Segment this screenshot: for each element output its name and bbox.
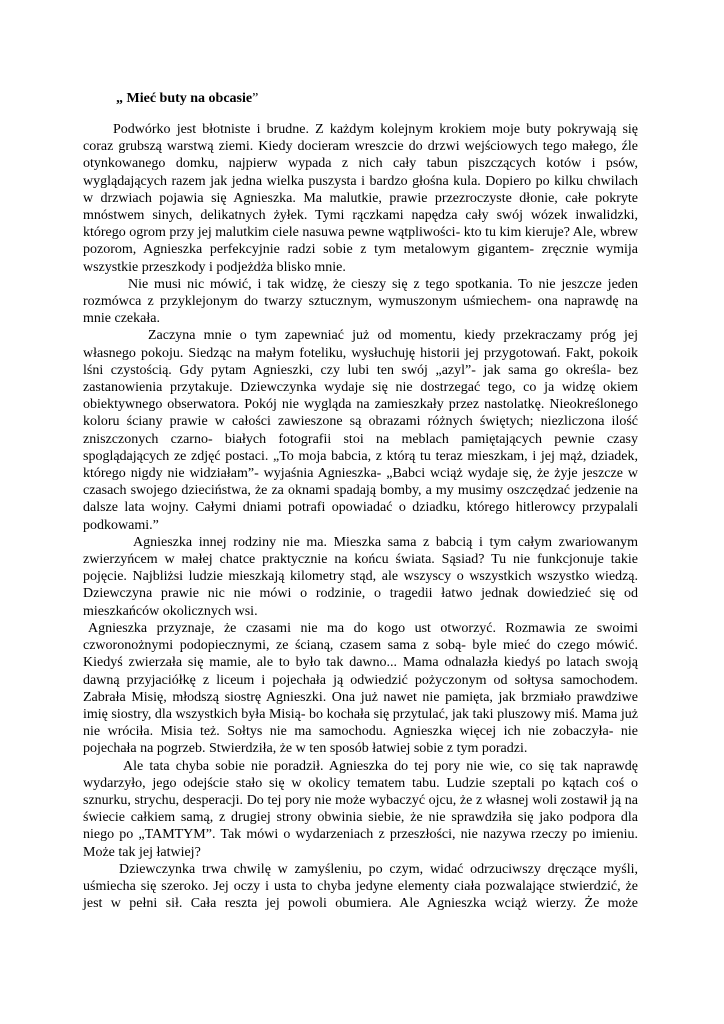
document-title-text: „ Mieć buty na obcasie (116, 91, 253, 106)
document-title (116, 90, 258, 107)
paragraph: Podwórko jest błotniste i brudne. Z każdym kolejnym krokiem moje buty pokrywają się coraz grubszą warstwą ziemi. Kiedy docieram wreszcie do drzwi wejściowych tego małego, źle otynkowanego domku, najpierw wypada z nich cały tabun piszczących kotów i psów, wyglądających razem jak jedna wielka puszysta i bardzo głośna kula. Dopiero po kilku chwilach w drzwiach pojawia się Agnieszka. Ma malutkie, prawie przezroczyste dłonie, całe pokryte mnóstwem sinych, delikatnych żyłek. Tymi rączkami napędza cały swój wózek inwalidzki, którego ogrom przy jej malutkim ciele nasuwa pewne wątpliwości- kto tu kim kieruje? Ale, wbrew pozorom, Agnieszka perfekcyjnie radzi sobie z tym metalowym gigantem- zręcznie wymija wszystkie przeszkody i podjeżdża blisko mnie. (83, 122, 638, 275)
document-body (83, 121, 638, 912)
paragraph: Agnieszka innej rodziny nie ma. Mieszka sama z babcią i tym całym zwariowanym zwierzyńcem w małej chatce praktycznie na końcu świata. Sąsiad? Tu nie funkcjonuje takie pojęcie. Najbliżsi ludzie mieszkają kilometry stąd, ale wszyscy o wszystkich wszystko wiedzą. Dziewczyna prawie nic nie mówi o rodzinie, o tragedii łatwo jednak dowiedzieć się od mieszkańców okolicznych wsi. (83, 534, 638, 619)
document-title-closing-quote: ” (252, 91, 259, 106)
paragraph: Ale tata chyba sobie nie poradził. Agnieszka do tej pory nie wie, co się tak naprawdę wydarzyło, jego odejście stało się w okolicy tematem tabu. Ludzie szeptali po kątach coś o sznurku, strychu, desperacji. Do tej pory nie może wybaczyć ojcu, że z własnej woli zostawił ją na świecie całkiem samą, z drugiej strony obwinia siebie, że nie sprawdziła się jako podpora dla niego po „TAMTYM”. Tak mówi o wydarzeniach z przeszłości, nie nazywa rzeczy po imieniu. Może tak jej łatwiej? (83, 758, 638, 860)
paragraph: Nie musi nic mówić, i tak widzę, że cieszy się z tego spotkania. To nie jeszcze jeden rozmówca z przyklejonym do twarzy sztucznym, wymuszonym uśmiechem- ona naprawdę na mnie czekała. (83, 276, 638, 327)
paragraph: Dziewczynka trwa chwilę w zamyśleniu, po czym, widać odrzuciwszy dręczące myśli, uśmiecha się szeroko. Jej oczy i usta to chyba jedyne elementy ciała pozwalające stwierdzić, że jest w pełni sił. Cała reszta jej powoli obumiera. Ale Agnieszka wciąż wierzy. Że może (83, 861, 638, 912)
paragraph: Zaczyna mnie o tym zapewniać już od momentu, kiedy przekraczamy próg jej własnego pokoju. Siedząc na małym foteliku, wysłuchuję historii jej przygotowań. Fakt, pokoik lśni czystością. Gdy pytam Agnieszki, czy lubi ten swój „azyl”- jak sama go określa- bez zastanowienia przytakuje. Dziewczynka wydaje się nie dostrzegać tego, co ja widzę okiem obiektywnego obserwatora. Pokój nie wygląda na zamieszkały przez nastolatkę. Nieokreślonego koloru ściany prawie w całości zawieszone są obrazami różnych świętych; niezliczona ilość zniszczonych czarno- białych fotografii stoi na meblach pamiętających pewnie czasy spoglądających ze zdjęć postaci. „To moja babcia, z którą tu teraz mieszkam, i jej mąż, dziadek, którego nigdy nie widziałam”- wyjaśnia Agnieszka- „Babci wciąż wydaje się, że żyje jeszcze w czasach swojego dzieciństwa, że za oknami spadają bomby, a my musimy oszczędzać jedzenie na dalsze lata wojny. Całymi dniami potrafi opowiadać o dziadku, którego hitlerowcy przypalali podkowami.” (83, 328, 638, 533)
paragraph: Agnieszka przyznaje, że czasami nie ma do kogo ust otworzyć. Rozmawia ze swoimi czworonożnymi podopiecznymi, ze ścianą, czasem sama z sobą- byle mieć do czego mówić. Kiedyś zwierzała się mamie, ale to było tak dawno... Mama odnalazła kiedyś po latach swoją dawną przyjaciółkę z liceum i pojechała ją odwiedzić pożyczonym od sołtysa samochodem. Zabrała Misię, młodszą siostrę Agnieszki. Ona już nawet nie pamięta, jak brzmiało prawdziwe imię siostry, dla wszystkich była Misią- bo kochała się przytulać, jak taki pluszowy miś. Mama już nie wróciła. Misia też. Sołtys nie ma samochodu. Agnieszka więcej ich nie zobaczyła- nie pojechała na pogrzeb. Stwierdziła, że w ten sposób łatwiej sobie z tym poradzi. (83, 620, 638, 757)
